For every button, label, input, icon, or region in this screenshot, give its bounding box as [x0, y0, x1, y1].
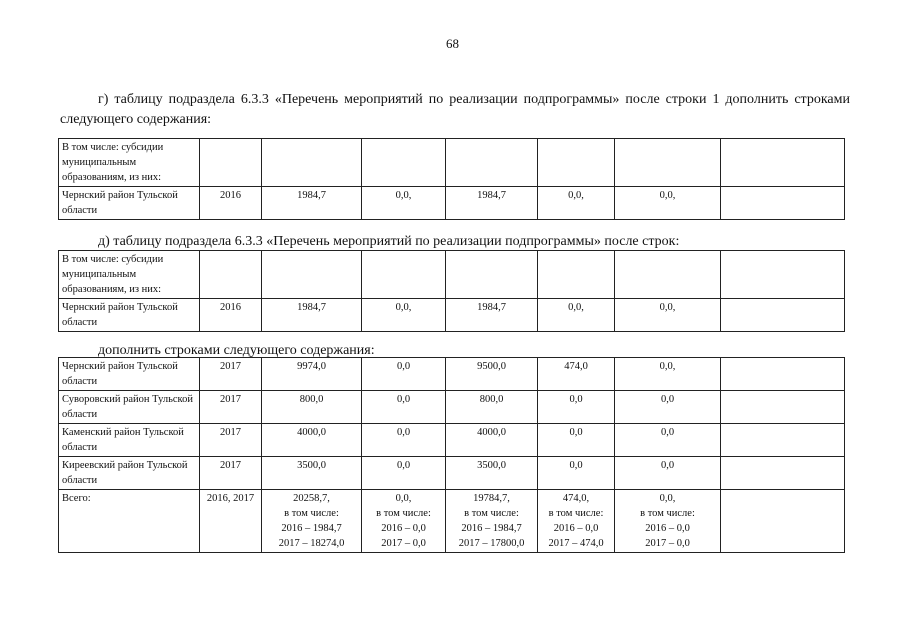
cell-name: Чернский район Тульской области	[59, 187, 200, 220]
cell-total-label: Всего:	[59, 490, 200, 553]
cell-local-value: 0,0	[538, 457, 615, 490]
table-3	[58, 357, 845, 553]
cell-total-value: 1984,7	[262, 187, 362, 220]
cell-year: 2016, 2017	[200, 490, 262, 553]
cell-federal-value	[362, 251, 446, 299]
cell-executor	[721, 424, 845, 457]
total-line: 2017 – 18274,0	[278, 538, 345, 549]
paragraph-g-text: г) таблицу подраздела 6.3.3 «Перечень мероприятий по реализации подпрограммы» после строки 1 дополнить строками следующего содержания:	[60, 92, 850, 127]
total-line: 2016 – 1984,7	[281, 523, 342, 534]
cell-name: Чернский район Тульской области	[59, 299, 200, 332]
cell-federal-value: 0,0,	[362, 299, 446, 332]
total-line: 2017 – 17800,0	[458, 538, 525, 549]
total-line: 2016 – 1984,7	[461, 523, 522, 534]
cell-total-value: 3500,0	[262, 457, 362, 490]
cell-federal-value	[362, 490, 446, 553]
cell-federal-value	[362, 139, 446, 187]
table-row	[59, 299, 845, 332]
cell-total-value	[262, 251, 362, 299]
cell-executor	[721, 457, 845, 490]
cell-regional-value	[446, 490, 538, 553]
table-row	[59, 424, 845, 457]
cell-total-value: 4000,0	[262, 424, 362, 457]
cell-other-value: 0,0	[615, 391, 721, 424]
total-line: 2017 – 0,0	[381, 538, 426, 549]
cell-year	[200, 251, 262, 299]
total-line: в том числе:	[640, 508, 695, 519]
page-number: 68	[446, 36, 459, 51]
total-line: 2017 – 0,0	[645, 538, 690, 549]
cell-local-value: 0,0,	[538, 299, 615, 332]
cell-total-value: 800,0	[262, 391, 362, 424]
total-line: 474,0,	[562, 493, 590, 504]
total-line: 19784,7,	[473, 493, 510, 504]
cell-executor	[721, 391, 845, 424]
cell-regional-value: 1984,7	[446, 187, 538, 220]
cell-regional-value: 1984,7	[446, 299, 538, 332]
cell-local-value: 0,0,	[538, 187, 615, 220]
table-row	[59, 457, 845, 490]
total-line: 0,0,	[395, 493, 412, 504]
table-row	[59, 391, 845, 424]
cell-other-value: 0,0,	[615, 187, 721, 220]
table-1	[58, 138, 845, 220]
cell-local-value: 474,0	[538, 358, 615, 391]
cell-federal-value: 0,0	[362, 457, 446, 490]
cell-local-value	[538, 139, 615, 187]
cell-other-value: 0,0,	[615, 358, 721, 391]
table-row	[59, 187, 845, 220]
cell-year: 2017	[200, 358, 262, 391]
cell-regional-value: 800,0	[446, 391, 538, 424]
table-row	[59, 139, 845, 187]
total-line: 2016 – 0,0	[381, 523, 426, 534]
cell-local-value: 0,0	[538, 424, 615, 457]
total-line: в том числе:	[464, 508, 519, 519]
cell-executor	[721, 139, 845, 187]
cell-name: Суворовский район Тульской области	[59, 391, 200, 424]
cell-year: 2016	[200, 187, 262, 220]
paragraph-d: д) таблицу подраздела 6.3.3 «Перечень мероприятий по реализации подпрограммы» после строк:	[98, 234, 680, 249]
cell-year: 2017	[200, 424, 262, 457]
cell-other-value: 0,0	[615, 424, 721, 457]
cell-name: Чернский район Тульской области	[59, 358, 200, 391]
cell-federal-value: 0,0	[362, 424, 446, 457]
cell-year: 2016	[200, 299, 262, 332]
paragraph-g	[60, 90, 850, 130]
cell-year: 2017	[200, 457, 262, 490]
table-2	[58, 250, 845, 332]
cell-total-value	[262, 139, 362, 187]
cell-regional-value: 3500,0	[446, 457, 538, 490]
cell-year: 2017	[200, 391, 262, 424]
cell-executor	[721, 299, 845, 332]
cell-other-value	[615, 139, 721, 187]
cell-executor	[721, 490, 845, 553]
cell-local-value	[538, 251, 615, 299]
cell-year	[200, 139, 262, 187]
total-line: в том числе:	[284, 508, 339, 519]
cell-name: В том числе: субсидии муниципальным образованиям, из них:	[59, 251, 200, 299]
total-line: в том числе:	[376, 508, 431, 519]
cell-other-value: 0,0,	[615, 299, 721, 332]
cell-executor	[721, 358, 845, 391]
cell-local-value: 0,0	[538, 391, 615, 424]
total-line: 0,0,	[659, 493, 676, 504]
total-line: 20258,7,	[293, 493, 330, 504]
cell-executor	[721, 187, 845, 220]
cell-executor	[721, 251, 845, 299]
cell-name: Каменский район Тульской области	[59, 424, 200, 457]
total-row	[59, 490, 845, 553]
total-line: в том числе:	[548, 508, 604, 519]
cell-regional-value	[446, 139, 538, 187]
total-line: 2016 – 0,0	[645, 523, 690, 534]
cell-federal-value: 0,0	[362, 391, 446, 424]
table-row	[59, 358, 845, 391]
total-line: 2016 – 0,0	[553, 523, 599, 534]
cell-federal-value: 0,0	[362, 358, 446, 391]
table-row	[59, 251, 845, 299]
cell-regional-value	[446, 251, 538, 299]
cell-other-value	[615, 251, 721, 299]
total-line: 2017 – 474,0	[548, 538, 604, 549]
cell-local-value	[538, 490, 615, 553]
paragraph-add: дополнить строками следующего содержания:	[98, 343, 375, 358]
cell-total-value	[262, 490, 362, 553]
cell-federal-value: 0,0,	[362, 187, 446, 220]
cell-other-value: 0,0	[615, 457, 721, 490]
cell-other-value	[615, 490, 721, 553]
cell-name: Киреевский район Тульской области	[59, 457, 200, 490]
cell-name: В том числе: субсидии муниципальным образованиям, из них:	[59, 139, 200, 187]
cell-total-value: 9974,0	[262, 358, 362, 391]
cell-regional-value: 4000,0	[446, 424, 538, 457]
cell-total-value: 1984,7	[262, 299, 362, 332]
cell-regional-value: 9500,0	[446, 358, 538, 391]
